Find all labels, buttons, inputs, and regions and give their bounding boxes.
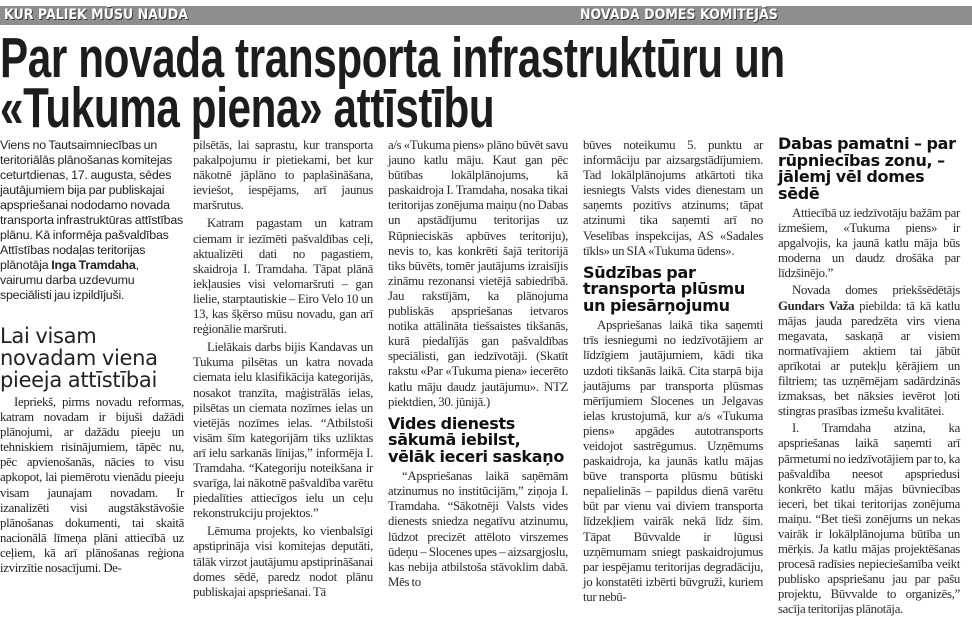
paragraph-text: piebilda: tā kā katlu mājas jauda paredzēta virs viena megavata, saskaņā ar visiem normatīvajiem aktiem tai jābūt aprīkotai ar putekļu ķērājiem un filtriem; tas uzņēmējam sadārdzinās izmaksas, bet nāksies ievērot ļoti stingras prasības izmešu kvalitātei. bbox=[778, 298, 960, 419]
lead-text-end: , vairumu darba uzdevumu speciālisti jau izpildījuši. bbox=[0, 258, 139, 302]
paragraph: Apspriešanas laikā tika saņemti trīs iesniegumi no iedzīvotājiem ar līdzīgiem jautājumiem, kādi tika uzdoti tikšanās laikā. Cita starpā bija jautājums par transporta plūsmas mērījumiem Slocenes un Jelgavas ielas krustojumā, kur a/s «Tukuma piens» apgādes autotransports veidojot sastrēgumus. Uzņēmums paskaidroja, ka jaunās katlu mājas būve transporta plūsmu būtiski nepalielinās – papildus dienā varētu būt par vienu vai diviem transporta līdzekļiem vairāk nekā līdz šim. Tāpat Būvvalde ir lūgusi uzņēmumam sniegt paskaidrojumus par iespējamu teritorijas degradāciju, jo konstatēti izbērti būvgruži, kuriem tur nebū- bbox=[583, 318, 763, 604]
paragraph: Attiecībā uz iedzīvotāju bažām par izmešiem, «Tukuma piens» ir apgalvojis, ka jaunā katlu māja būs moderna un daudz drošāka par līdzšinējo.” bbox=[778, 206, 960, 281]
column-1 bbox=[0, 138, 184, 576]
section-bar bbox=[0, 6, 972, 25]
paragraph: Lēmuma projekts, ko vienbalsīgi apstiprināja visi komitejas deputāti, tālāk virzot jautājumu apstiprināšanai domes sēdē, paredz nodot plānu publiskajai apspriešanai. Tā bbox=[193, 524, 373, 599]
section-label-right: NOVADA DOMES KOMITEJĀS bbox=[580, 7, 778, 23]
paragraph: I. Tramdaha atzina, ka apspriešanas laikā saņemti arī pārmetumi no iedzīvotājiem par to, ka pašvaldība neesot apspriedusi konkrēto katlu mājas būvniecības ieceri, bet tikai teritorijas zonējuma maiņu. “Bet tieši zonējums un nekas vairāk ir lokālplānojuma būtība un mērķis. Ja katlu mājas projektēšanas procesā radīsies nepieciešamība veikt publisko apspriešanu jau par pašu projektu, Būvvalde to organizēs,” sacīja teritorijas plānotāja. bbox=[778, 421, 960, 617]
subheading-1: Lai visam novadam viena pieeja attīstībai bbox=[0, 324, 158, 392]
section-label-left: KUR PALIEK MŪSU NAUDA bbox=[4, 7, 188, 23]
paragraph: pilsētās, lai saprastu, kur transporta pakalpojumu ir pietiekami, bet kur nākotnē jāplāno to paplašināšana, ieviešot, iespējams, arī jaunus maršrutus. bbox=[193, 138, 373, 213]
paragraph-text: Novada domes priekšsēdētājs bbox=[792, 283, 960, 298]
lead-text: Viens no Tautsaimniecības un teritoriālās plānošanas komitejas ceturtdienas, 17. augusta, sēdes jautājumiem bija par publiskajai apspriešanai nododamo novada transporta infrastruktūras attīstības plānu. Kā informēja pašvaldības Attīstības nodaļas teritorijas plānotāja bbox=[0, 138, 184, 272]
headline-line-2: «Tukuma piena» attīstību bbox=[0, 76, 495, 140]
subheading-2: Vides dienests sākumā iebilst, vēlāk ieceri saskaņo bbox=[388, 413, 565, 466]
paragraph: būves noteikumu 5. punktu ar informāciju par aizsargstādījumiem. Tad lokālplānojums atkārtoti tika iesniegts Valsts vides dienestam un saņemts pozitīvs atzinums; tāpat atzinumi tika saņemti arī no Veselības inspekcijas, AS «Sadales tīkls» un SIA «Tukuma ūdens». bbox=[583, 138, 763, 258]
paragraph bbox=[778, 283, 960, 419]
column-5 bbox=[778, 134, 960, 618]
column-2 bbox=[193, 138, 373, 600]
lead-paragraph bbox=[0, 138, 184, 303]
paragraph: Lielākais darbs bijis Kandavas un Tukuma pilsētas un katra novada ciemata ielu klasifikācija kategorijās, nosakot tranzīta, maģistrālās ielas, pilsētas un ciemata nozīmes ielas un vietējās nozīmes ielas. “Atbilstoši visām šīm kategorijām tiks uzliktas arī ielu sarkanās līnijas,” informēja I. Tramdaha. “Kategoriju noteikšana ir svarīga, lai nākotnē pašvaldība varētu piedalīties attiecīgos ielu un ceļu rekonstrukciju projektos.” bbox=[193, 340, 373, 521]
headline-line-1: Par novada transporta infrastruktūru un bbox=[0, 26, 785, 90]
subheading-4: Dabas pamatni – par rūpniecības zonu, – jālemj vēl domes sēdē bbox=[778, 134, 956, 203]
paragraph: Katram pagastam un katram ciemam ir iezīmēti pašvaldības ceļi, aktualizēti dati no pagastiem, skaidroja I. Tramdaha. Tāpat plānā iekļausies visi velomaršruti – gan lielie, starptautiskie – Eiro Velo 10 un 13, kas šķērso mūsu novadu, gan arī reģionālie maršruti. bbox=[193, 216, 373, 337]
paragraph: Iepriekš, pirms novadu reformas, katram novadam ir bijuši dažādi plānojumi, ar dažādu pieeju un tehniskiem risinājumiem, tāpēc nu, pēc apvienošanās, nācies to visu apkopot, lai piemērotu vienādu pieeju visam jaunajam novadam. Ir izanalizēti visi augstākstāvošie plānošanas dokumenti, tai skaitā nacionālā līmeņa plāni attiecībā uz ceļiem, kā arī plānošanas reģiona izvirzītie nosacījumi. De- bbox=[0, 395, 184, 576]
column-3 bbox=[388, 138, 568, 590]
lead-name: Inga Tramdaha bbox=[51, 258, 136, 272]
paragraph: “Apspriešanas laikā saņēmām atzinumus no institūcijām,” ziņoja I. Tramdaha. “Sākotnēji Valsts vides dienests sniedza negatīvu atzinumu, lūdzot precizēt attēloto virszemes ūdeņu – Slocenes upes – aizsargjoslu, kas nebija atbilstoša stāvoklim dabā. Mēs to bbox=[388, 469, 568, 589]
paragraph: a/s «Tukuma piens» plāno būvēt savu jauno katlu māju. Kaut gan pēc būtības lokālplānojums, kā paskaidroja I. Tramdaha, nosaka tikai teritorijas zonējuma maiņu (no Dabas un apstādījumu teritorijas uz Rūpnieciskās apbūves teritoriju), nevis to, kas konkrēti šajā teritorijā tiks būvēts, tomēr jautājums izraisījis zināmu rezonansi vietējā sabiedrībā. Jau rakstījām, ka plānojuma publiskās apspriešanas ietvaros notika attālināta tiešsaistes tikšanās, kurā piedalījās gan pašvaldības speciālisti, gan iedzīvotāji. (Skatīt rakstu «Par «Tukuma piena» iecerēto katlu māju daudz jautājumu». NTZ piektdien, 30. jūnijā.) bbox=[388, 138, 568, 409]
column-4 bbox=[583, 138, 763, 605]
person-name: Gundars Važa bbox=[778, 298, 855, 313]
subheading-3: Sūdzības par transporta plūsmu un piesārņojumu bbox=[583, 262, 745, 315]
